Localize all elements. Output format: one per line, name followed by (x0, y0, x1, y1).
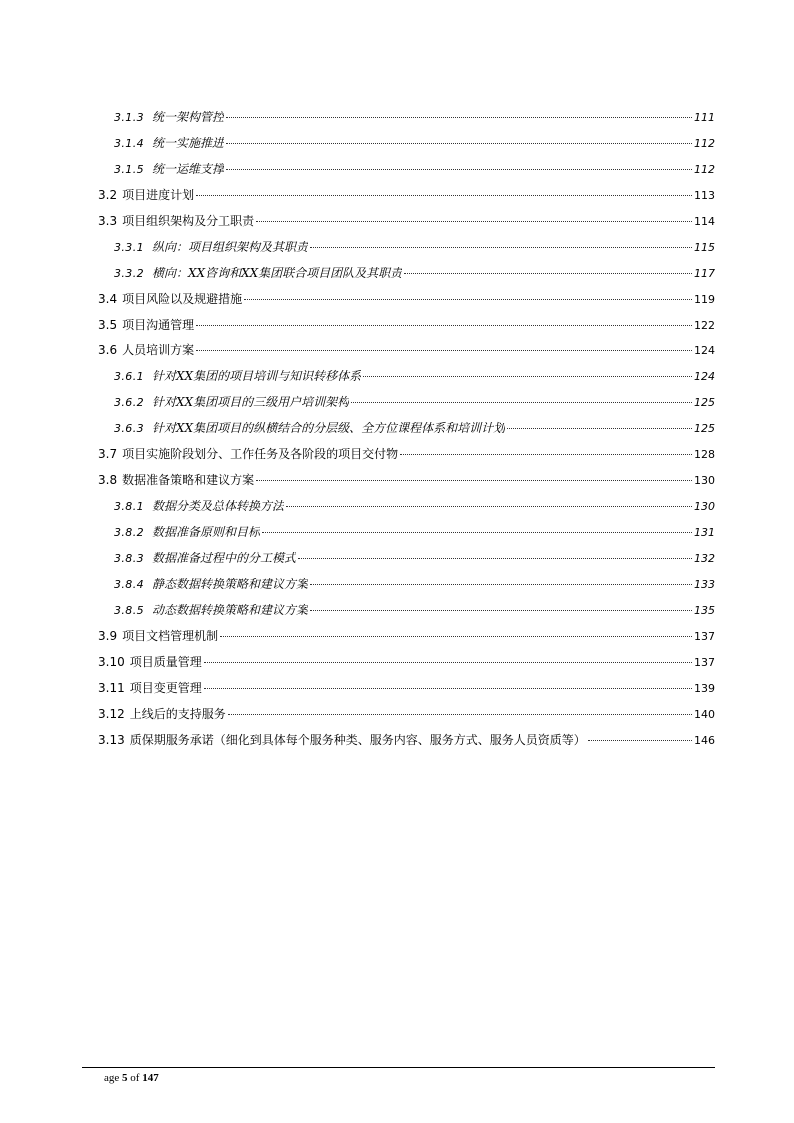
toc-leader-dots (351, 402, 692, 403)
toc-leader-dots (204, 662, 692, 663)
toc-entry-number: 3.7 (98, 447, 118, 462)
toc-leader-dots (196, 195, 692, 196)
toc-entry-page: 113 (694, 188, 715, 202)
toc-entry-title: 上线后的支持服务 (129, 706, 226, 721)
toc-entry-number: 3.1.3 (114, 111, 144, 124)
toc-entry-page: 119 (694, 292, 715, 306)
toc-leader-dots (363, 376, 692, 377)
toc-entry[interactable] (98, 728, 715, 754)
toc-entry-page: 111 (694, 111, 715, 124)
toc-leader-dots (204, 688, 692, 689)
toc-leader-dots (244, 299, 692, 300)
toc-entry-number: 3.6.3 (114, 422, 144, 436)
toc-entry-number: 3.1.5 (114, 162, 144, 176)
toc-entry-page: 122 (694, 318, 715, 332)
toc-entry-page: 131 (694, 526, 715, 539)
toc-entry-title: 针对XX集团的项目培训与知识转移体系 (152, 369, 362, 384)
toc-entry-page: 125 (694, 396, 715, 410)
toc-entry-page: 139 (694, 681, 715, 695)
toc-entry-number: 3.5 (98, 317, 118, 332)
toc-leader-dots (310, 610, 692, 611)
toc-entry-page: 130 (694, 474, 715, 488)
toc-entry[interactable] (98, 546, 715, 572)
toc-entry[interactable] (98, 572, 715, 598)
toc-entry[interactable] (98, 338, 715, 364)
toc-entry-number: 3.1.4 (114, 136, 144, 150)
toc-entry[interactable] (98, 442, 715, 468)
toc-entry-page: 135 (694, 603, 715, 617)
toc-entry-number: 3.8.2 (114, 526, 144, 539)
footer-prefix: age (104, 1072, 120, 1084)
toc-entry[interactable] (98, 598, 715, 624)
toc-entry-page: 124 (694, 344, 715, 358)
toc-leader-dots (310, 247, 692, 248)
toc-entry[interactable] (98, 624, 715, 650)
toc-leader-dots (228, 714, 692, 715)
toc-entry-number: 3.11 (98, 680, 125, 695)
toc-entry-number: 3.8.5 (114, 603, 144, 617)
toc-leader-dots (226, 143, 692, 144)
page-footer (104, 1072, 159, 1084)
toc-leader-dots (226, 169, 692, 170)
toc-entry-page: 140 (694, 707, 715, 721)
toc-entry[interactable] (98, 105, 715, 131)
toc-entry-page: 132 (694, 551, 715, 565)
toc-entry-page: 128 (694, 448, 715, 462)
toc-leader-dots (286, 506, 692, 507)
toc-leader-dots (404, 273, 692, 274)
toc-entry-number: 3.2 (98, 187, 118, 202)
toc-entry[interactable] (98, 494, 715, 520)
toc-entry-title: 项目组织架构及分工职责 (122, 213, 255, 228)
footer-of: of (130, 1072, 140, 1084)
toc-entry-number: 3.6.1 (114, 370, 144, 384)
toc-entry-number: 3.6.2 (114, 396, 144, 410)
toc-entry[interactable] (98, 209, 715, 235)
toc-entry-page: 130 (694, 500, 715, 514)
toc-entry-number: 3.8.4 (114, 577, 144, 591)
toc-entry-title: 项目文档管理机制 (122, 628, 219, 643)
toc-entry-number: 3.10 (98, 654, 125, 669)
toc-entry-page: 115 (694, 240, 715, 254)
toc-entry-page: 114 (694, 214, 715, 228)
toc-leader-dots (400, 454, 692, 455)
toc-entry[interactable] (98, 183, 715, 209)
toc-entry-title: 统一架构管控 (152, 110, 225, 124)
toc-entry-title: 统一实施推进 (152, 135, 225, 150)
toc-entry-number: 3.8 (98, 473, 118, 488)
table-of-contents (98, 105, 715, 753)
toc-entry-number: 3.13 (98, 732, 125, 747)
toc-entry-number: 3.12 (98, 706, 125, 721)
toc-entry-page: 125 (694, 422, 715, 436)
toc-entry-title: 项目变更管理 (129, 680, 202, 695)
toc-entry-page: 137 (694, 629, 715, 643)
toc-entry-number: 3.3.2 (114, 266, 144, 280)
toc-entry-title: 横向：XX咨询和XX集团联合项目团队及其职责 (152, 265, 403, 280)
toc-leader-dots (310, 584, 692, 585)
toc-entry[interactable] (98, 416, 715, 442)
toc-leader-dots (507, 428, 692, 429)
toc-leader-dots (256, 221, 692, 222)
toc-entry-number: 3.3 (98, 213, 118, 228)
toc-entry[interactable] (98, 520, 715, 546)
toc-leader-dots (196, 350, 692, 351)
toc-entry-title: 数据分类及总体转换方法 (152, 499, 285, 514)
toc-entry-title: 数据准备过程中的分工模式 (152, 550, 297, 565)
toc-entry-number: 3.8.1 (114, 500, 144, 514)
toc-entry-number: 3.8.3 (114, 551, 144, 565)
toc-entry-title: 数据准备策略和建议方案 (122, 473, 255, 488)
toc-entry[interactable] (98, 364, 715, 390)
toc-entry-number: 3.4 (98, 291, 118, 306)
toc-entry[interactable] (98, 650, 715, 676)
toc-entry-page: 137 (694, 655, 715, 669)
toc-entry[interactable] (98, 676, 715, 702)
toc-entry-page: 112 (694, 162, 715, 176)
toc-entry[interactable] (98, 261, 715, 287)
toc-entry[interactable] (98, 287, 715, 313)
footer-current-page: 5 (122, 1072, 128, 1084)
toc-entry-number: 3.3.1 (114, 240, 144, 254)
toc-leader-dots (226, 117, 692, 118)
toc-entry-title: 静态数据转换策略和建议方案 (152, 576, 309, 591)
footer-total-pages: 147 (142, 1072, 159, 1084)
toc-entry-title: 数据准备原则和目标 (152, 525, 261, 539)
toc-leader-dots (196, 325, 692, 326)
toc-entry[interactable] (98, 702, 715, 728)
toc-entry-number: 3.9 (98, 628, 118, 643)
toc-entry-page: 112 (694, 136, 715, 150)
toc-entry[interactable] (98, 157, 715, 183)
toc-entry[interactable] (98, 235, 715, 261)
toc-entry-page: 124 (694, 370, 715, 384)
toc-entry-title: 统一运维支撑 (152, 161, 225, 176)
toc-entry-title: 动态数据转换策略和建议方案 (152, 602, 309, 617)
toc-entry-page: 146 (694, 733, 715, 747)
toc-entry-title: 人员培训方案 (122, 343, 195, 358)
toc-leader-dots (256, 480, 692, 481)
toc-leader-dots (588, 740, 692, 741)
toc-leader-dots (220, 636, 692, 637)
toc-entry[interactable] (98, 390, 715, 416)
toc-entry-title: 针对XX集团项目的纵横结合的分层级、全方位课程体系和培训计划 (152, 421, 506, 436)
toc-entry-page: 133 (694, 577, 715, 591)
toc-leader-dots (298, 558, 692, 559)
toc-entry-page: 117 (694, 266, 715, 280)
toc-entry-title: 项目质量管理 (129, 654, 202, 669)
toc-entry[interactable] (98, 313, 715, 339)
footer-divider (82, 1067, 715, 1068)
toc-entry[interactable] (98, 468, 715, 494)
toc-entry-title: 项目沟通管理 (122, 317, 195, 332)
toc-entry-title: 纵向：项目组织架构及其职责 (152, 239, 309, 254)
toc-leader-dots (262, 532, 692, 533)
toc-entry-title: 针对XX集团项目的三级用户培训架构 (152, 395, 350, 410)
toc-entry-title: 质保期服务承诺（细化到具体每个服务种类、服务内容、服务方式、服务人员资质等） (129, 732, 586, 747)
toc-entry-title: 项目进度计划 (122, 187, 195, 202)
toc-entry-title: 项目风险以及规避措施 (122, 291, 243, 306)
toc-entry-number: 3.6 (98, 343, 118, 358)
toc-entry-title: 项目实施阶段划分、工作任务及各阶段的项目交付物 (122, 447, 399, 462)
toc-entry[interactable] (98, 131, 715, 157)
